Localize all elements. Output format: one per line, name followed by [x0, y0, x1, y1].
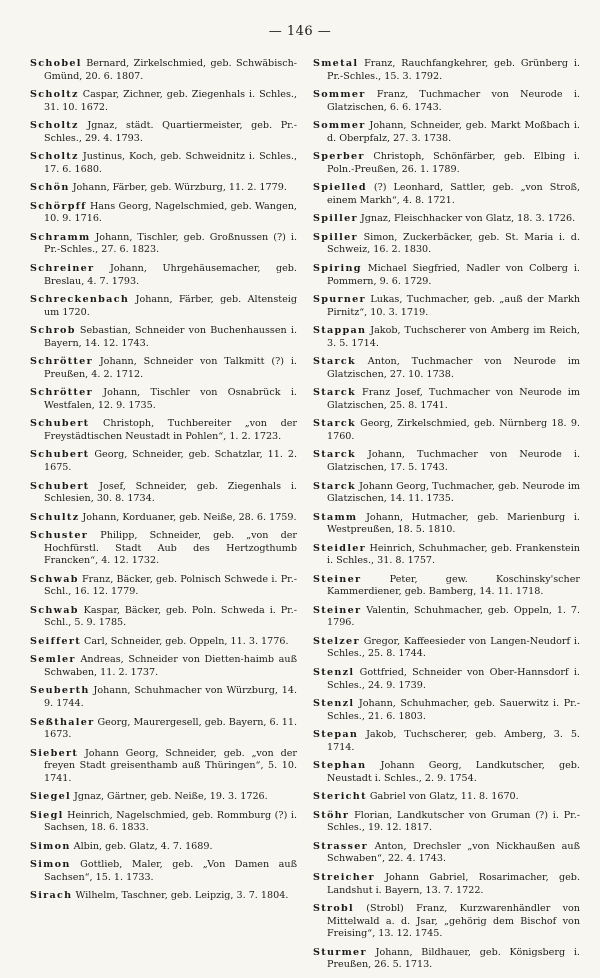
- register-entry: [30, 89, 297, 114]
- entry-surname: Streicher: [313, 871, 375, 883]
- entry-details: (?) Leonhard, Sattler, geb. „von Stroß, einem Markh“, 4. 8. 1721.: [327, 182, 580, 206]
- entry-surname: Schreiner: [30, 262, 95, 274]
- entry-details: Johann, Färber, geb. Würzburg, 11. 2. 1779.: [72, 182, 287, 194]
- register-entry: [313, 356, 580, 381]
- register-entry: [313, 294, 580, 319]
- register-entry: [313, 543, 580, 568]
- entry-surname: Seiffert: [30, 635, 81, 647]
- entry-details: Michael Siegfried, Nadler von Colberg i. Pommern, 9. 6. 1729.: [327, 262, 580, 287]
- entry-details: Franz Josef, Tuchmacher von Neurode im Glatzischen, 25. 8. 1741.: [327, 387, 580, 411]
- entry-details: Franz, Rauchfangkehrer, geb. Grünberg i. Pr.-Schles., 15. 3. 1792.: [327, 58, 580, 82]
- entry-details: Philipp, Schneider, geb. „von der Hochfürstl. Stadt Aub des Hertzogthumb Francken“, 4. 12. 1732.: [44, 530, 297, 567]
- register-entry: [30, 449, 297, 474]
- entry-surname: Schrötter: [30, 387, 93, 399]
- entry-details: Jakob, Tuchscherer, geb. Amberg, 3. 5. 1714.: [327, 729, 580, 753]
- register-entry: [313, 151, 580, 176]
- entry-surname: Smetal: [313, 58, 359, 69]
- entry-surname: Steiner: [313, 604, 362, 616]
- entry-surname: Seßthaler: [30, 716, 95, 728]
- entry-details: Franz, Bäcker, geb. Polnisch Schwede i. Pr.-Schl., 16. 12. 1779.: [44, 573, 297, 598]
- register-entry: [30, 605, 297, 630]
- entry-surname: Simon: [30, 859, 71, 871]
- entry-details: Lukas, Tuchmacher, geb. „auß der Markh Pirnitz“, 10. 3. 1719.: [327, 294, 580, 318]
- entry-details: Georg, Maurergesell, geb. Bayern, 6. 11. 1673.: [44, 716, 297, 741]
- entry-surname: Strasser: [313, 840, 368, 852]
- register-entry: [313, 120, 580, 145]
- register-entry: [313, 58, 580, 83]
- register-entry: [30, 841, 297, 854]
- register-entry: [313, 387, 580, 412]
- entry-surname: Schrob: [30, 325, 76, 337]
- register-entry: [313, 89, 580, 114]
- register-entry: [30, 574, 297, 599]
- register-entry: [30, 748, 297, 786]
- entry-surname: Schubert: [30, 418, 90, 430]
- entry-surname: Semler: [30, 654, 76, 666]
- register-entry: [30, 201, 297, 226]
- entry-details: Johann Georg, Tuchmacher, geb. Neurode im Glatzischen, 14. 11. 1735.: [327, 480, 580, 505]
- entry-details: Johann, Tuchmacher von Neurode i. Glatzischen, 17. 5. 1743.: [327, 449, 580, 474]
- entry-details: Christoph, Tuchbereiter „von der Freystädtischen Neustadt in Pohlen“, 1. 2. 1723.: [44, 418, 297, 442]
- entry-details: Justinus, Koch, geb. Schweidnitz i. Schles., 17. 6. 1680.: [44, 151, 297, 175]
- entry-details: Johann, Uhrgehäusemacher, geb. Breslau, 4. 7. 1793.: [44, 262, 297, 287]
- entry-surname: Starck: [313, 480, 356, 492]
- entry-surname: Simon: [30, 840, 71, 852]
- entry-details: Johann, Schneider von Talkmitt (?) i. Preußen, 4. 2. 1712.: [44, 356, 297, 380]
- entry-surname: Stephan: [313, 760, 367, 772]
- entry-surname: Schuster: [30, 530, 89, 542]
- register-entry: [313, 418, 580, 443]
- register-entry: [30, 654, 297, 679]
- entry-surname: Schubert: [30, 449, 90, 461]
- entry-details: Georg, Schneider, geb. Schatzlar, 11. 2. 1675.: [44, 449, 297, 474]
- entry-details: Johann Georg, Landkutscher, geb. Neustadt i. Schles., 2. 9. 1754.: [327, 760, 580, 784]
- entry-surname: Starck: [313, 387, 356, 399]
- register-entry: [30, 810, 297, 835]
- entry-surname: Starck: [313, 418, 356, 430]
- entry-surname: Stelzer: [313, 635, 360, 647]
- entry-surname: Stepan: [313, 729, 359, 741]
- register-entry: [313, 841, 580, 866]
- entry-details: Johann, Färber, geb. Altensteig um 1720.: [44, 294, 297, 318]
- entry-surname: Spurner: [313, 294, 366, 306]
- entry-surname: Seuberth: [30, 685, 90, 697]
- entry-surname: Steidler: [313, 542, 367, 554]
- entry-surname: Schörpff: [30, 200, 87, 212]
- entry-details: Simon, Zuckerbäcker, geb. St. Maria i. d. Schweiz, 16. 2. 1830.: [327, 231, 580, 256]
- entry-surname: Sirach: [30, 890, 73, 902]
- entry-surname: Schreckenbach: [30, 294, 130, 306]
- entry-details: Johann, Schuhmacher von Würzburg, 14. 9. 1744.: [44, 685, 297, 710]
- entry-details: Johann, Schneider, geb. Markt Moßbach i. d. Oberpfalz, 27. 3. 1738.: [327, 120, 580, 144]
- right-column: [313, 58, 580, 978]
- register-entry: [313, 791, 580, 804]
- register-entry: [313, 325, 580, 350]
- entry-surname: Spiller: [313, 231, 358, 243]
- register-entry: [30, 685, 297, 710]
- entry-details: Jakob, Tuchscherer von Amberg im Reich, 3. 5. 1714.: [327, 325, 580, 349]
- register-entry: [30, 294, 297, 319]
- entry-details: Jgnaz, städt. Quartiermeister, geb. Pr.-Schles., 29. 4. 1793.: [44, 120, 297, 144]
- entry-surname: Sommer: [313, 89, 366, 101]
- register-entry: [313, 605, 580, 630]
- entry-details: Anton, Tuchmacher von Neurode im Glatzischen, 27. 10. 1738.: [327, 356, 580, 380]
- entry-details: Peter, gew. Koschinsky'scher Kammerdiener, geb. Bamberg, 14. 11. 1718.: [327, 573, 580, 598]
- register-entry: [313, 947, 580, 972]
- entry-details: Hans Georg, Nagelschmied, geb. Wangen, 10. 9. 1716.: [44, 200, 297, 225]
- register-entry: [313, 872, 580, 897]
- register-entry: [313, 512, 580, 537]
- entry-details: Gabriel von Glatz, 11. 8. 1670.: [369, 791, 519, 803]
- entry-details: Jgnaz, Gärtner, geb. Neiße, 19. 3. 1726.: [74, 791, 268, 803]
- entry-details: Johann, Tischler von Osnabrück i. Westfalen, 12. 9. 1735.: [44, 387, 297, 411]
- entry-surname: Strobl: [313, 903, 354, 914]
- entry-surname: Schrötter: [30, 356, 93, 368]
- entry-surname: Starck: [313, 449, 356, 461]
- entry-details: Florian, Landkutscher von Gruman (?) i. Pr.-Schles., 19. 12. 1817.: [327, 809, 580, 834]
- entry-details: Georg, Zirkelschmied, geb. Nürnberg 18. 9. 1760.: [327, 418, 580, 442]
- register-entry: [30, 791, 297, 804]
- entry-details: Bernard, Zirkelschmied, geb. Schwäbisch-Gmünd, 20. 6. 1807.: [44, 58, 297, 82]
- entry-details: Heinrich, Schuhmacher, geb. Frankenstein i. Schles., 31. 8. 1757.: [327, 542, 580, 567]
- register-entry: [30, 325, 297, 350]
- register-entry: [30, 151, 297, 176]
- entry-details: Heinrich, Nagelschmied, geb. Rommburg (?) i. Sachsen, 18. 6. 1833.: [44, 809, 297, 834]
- register-entry: [313, 636, 580, 661]
- entry-surname: Schön: [30, 182, 70, 194]
- register-entry: [30, 182, 297, 195]
- register-entry: [313, 729, 580, 754]
- entry-details: Caspar, Zichner, geb. Ziegenhals i. Schles., 31. 10. 1672.: [44, 89, 297, 113]
- entry-details: Jgnaz, Fleischhacker von Glatz, 18. 3. 1726.: [360, 213, 576, 225]
- entry-details: Johann Gabriel, Rosarimacher, geb. Landshut i. Bayern, 13. 7. 1722.: [327, 871, 580, 896]
- register-entry: [313, 667, 580, 692]
- entry-details: Valentin, Schuhmacher, geb. Oppeln, 1. 7. 1796.: [327, 604, 581, 629]
- register-entry: [30, 890, 297, 903]
- entry-surname: Sturmer: [313, 946, 367, 958]
- register-entry: [313, 810, 580, 835]
- entry-details: Sebastian, Schneider von Buchenhaussen i. Bayern, 14. 12. 1743.: [44, 325, 297, 349]
- entry-surname: Siegel: [30, 791, 71, 803]
- register-entry: [30, 120, 297, 145]
- entry-surname: Stenzl: [313, 666, 355, 678]
- entry-details: Andreas, Schneider von Dietten-haimb auß Schwaben, 11. 2. 1737.: [44, 654, 297, 678]
- register-entry: [30, 418, 297, 443]
- entry-surname: Steiner: [313, 573, 362, 585]
- register-entry: [30, 356, 297, 381]
- entry-surname: Siebert: [30, 747, 79, 759]
- register-entry: [313, 232, 580, 257]
- entry-surname: Schultz: [30, 511, 80, 523]
- entry-details: Johann, Hutmacher, geb. Marienburg i. Westpreußen, 18. 5. 1810.: [327, 511, 580, 536]
- entry-details: Johann, Schuhmacher, geb. Sauerwitz i. Pr.-Schles., 21. 6. 1803.: [327, 698, 580, 722]
- register-entry: [30, 859, 297, 884]
- register-entry: [30, 387, 297, 412]
- entry-surname: Sommer: [313, 120, 366, 132]
- register-entry: [30, 481, 297, 506]
- register-entry: [30, 58, 297, 83]
- left-column: [30, 58, 297, 978]
- entry-surname: Scholtz: [30, 89, 79, 101]
- entry-surname: Sperber: [313, 151, 365, 163]
- entry-surname: Spielled: [313, 182, 367, 194]
- register-entry: [30, 263, 297, 288]
- entry-surname: Scholtz: [30, 151, 79, 163]
- entry-details: Carl, Schneider, geb. Oppeln, 11. 3. 1776.: [83, 635, 289, 647]
- register-entry: [30, 636, 297, 649]
- entry-details: Albin, geb. Glatz, 4. 7. 1689.: [73, 840, 213, 852]
- entry-surname: Stöhr: [313, 809, 350, 821]
- entry-surname: Stenzl: [313, 698, 355, 710]
- entry-details: Franz, Tuchmacher von Neurode i. Glatzischen, 6. 6. 1743.: [327, 89, 580, 113]
- entry-details: Gottlieb, Maler, geb. „Von Damen auß Sachsen“, 15. 1. 1733.: [44, 859, 297, 883]
- entry-surname: Schubert: [30, 480, 90, 492]
- entry-details: Kaspar, Bäcker, geb. Poln. Schweda i. Pr.-Schl., 5. 9. 1785.: [44, 604, 297, 629]
- register-entry: [30, 512, 297, 525]
- entry-surname: Stericht: [313, 791, 367, 803]
- entry-surname: Schwab: [30, 604, 79, 616]
- register-entry: [313, 263, 580, 288]
- register-entry: [313, 698, 580, 723]
- entry-details: Wilhelm, Taschner, geb. Leipzig, 3. 7. 1804.: [75, 890, 289, 902]
- page-number: — 146 —: [268, 24, 332, 39]
- register-entry: [313, 574, 580, 599]
- entry-details: Anton, Drechsler „von Nickhaußen auß Schwaben“, 22. 4. 1743.: [327, 840, 580, 865]
- entry-surname: Spiring: [313, 262, 362, 274]
- entry-surname: Scholtz: [30, 120, 79, 132]
- entry-details: (Strobl) Franz, Kurzwarenhändler von Mittelwald a. d. Jsar, „gehörig dem Bischof von Freising“, 13. 12. 1745.: [327, 903, 580, 940]
- register-entry: [30, 717, 297, 742]
- register-entry: [313, 481, 580, 506]
- entry-details: Johann, Korduaner, geb. Neiße, 28. 6. 1759.: [82, 511, 297, 523]
- register-entry: [30, 530, 297, 568]
- register-entry: [313, 213, 580, 226]
- entry-surname: Stamm: [313, 511, 358, 523]
- entry-surname: Schobel: [30, 58, 82, 69]
- entry-details: Gregor, Kaffeesieder von Langen-Neudorf i. Schles., 25. 8. 1744.: [327, 635, 580, 660]
- register-entry: [313, 760, 580, 785]
- entry-details: Josef, Schneider, geb. Ziegenhals i. Schlesien, 30. 8. 1734.: [44, 480, 297, 505]
- entry-details: Johann Georg, Schneider, geb. „von der freyen Stadt greisenthamb auß Thüringen“, 5. 10. 1741.: [44, 747, 297, 784]
- entry-details: Gottfried, Schneider von Ober-Hannsdorf i. Schles., 24. 9. 1739.: [327, 666, 580, 691]
- register-entry: [313, 182, 580, 207]
- entry-surname: Stappan: [313, 325, 367, 337]
- entry-surname: Starck: [313, 356, 356, 368]
- entry-details: Christoph, Schönfärber, geb. Elbing i. Poln.-Preußen, 26. 1. 1789.: [327, 151, 580, 175]
- register-entry: [313, 449, 580, 474]
- entry-details: Johann, Bildhauer, geb. Königsberg i. Preußen, 26. 5. 1713.: [327, 946, 580, 971]
- entry-surname: Spiller: [313, 213, 358, 225]
- register-entry: [30, 232, 297, 257]
- entry-surname: Siegl: [30, 809, 64, 821]
- entry-surname: Schwab: [30, 573, 79, 585]
- register-entry: [313, 903, 580, 941]
- entry-columns: [30, 58, 580, 978]
- entry-details: Johann, Tischler, geb. Großnussen (?) i. Pr.-Schles., 27. 6. 1823.: [44, 231, 297, 256]
- entry-surname: Schramm: [30, 231, 91, 243]
